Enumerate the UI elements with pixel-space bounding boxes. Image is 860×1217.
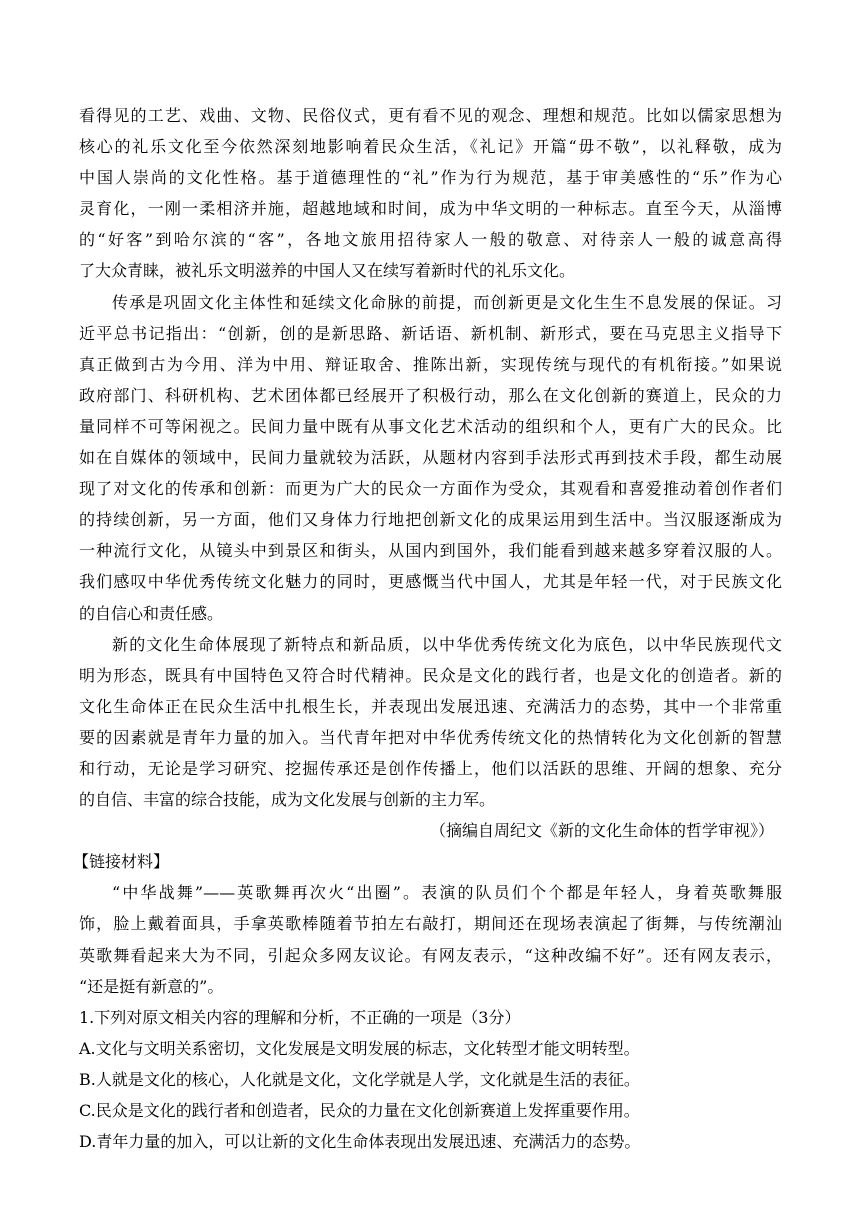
text-line: 中国人崇尚的文化性格。基于道德理性的“礼”作为行为规范，基于审美感性的“乐”作为心	[79, 168, 782, 188]
text-line: 近平总书记指出：“创新，创的是新思路、新话语、新机制、新形式，要在马克思主义指导下	[79, 323, 782, 343]
text-line: 文化生命体正在民众生活中扎根生长，并表现出发展迅速、充满活力的态势，其中一个非常重	[79, 696, 782, 716]
text-line: 核心的礼乐文化至今依然深刻地影响着民众生活，《礼记》开篇“毋不敬”，以礼释敬，成为	[79, 137, 782, 157]
text-line: 我们感叹中华优秀传统文化魅力的同时，更感慨当代中国人，尤其是年轻一代，对于民族文化	[79, 572, 782, 592]
text-line: 和行动，无论是学习研究、挖掘传承还是创作传播上，他们以活跃的思维、开阔的想象、充分	[79, 758, 782, 778]
document-page	[73, 100, 782, 1157]
text-line: 饰，脸上戴着面具，手拿英歌棒随着节拍左右敲打，期间还在现场表演起了街舞，与传统潮汕	[79, 914, 782, 934]
text-line: 了大众青睐，被礼乐文明滋养的中国人又在续写着新时代的礼乐文化。	[79, 261, 576, 281]
text-line: 的持续创新，另一方面，他们又身体力行地把创新文化的成果运用到生活中。当汉服逐渐成为	[79, 510, 782, 530]
text-line: 的自信、丰富的综合技能，成为文化发展与创新的主力军。	[79, 790, 496, 810]
text-line: 政府部门、科研机构、艺术团体都已经展开了积极行动，那么在文化创新的赛道上，民众的力	[79, 385, 782, 405]
text-line: 一种流行文化，从镜头中到景区和街头，从国内到国外，我们能看到越来越多穿着汉服的人。	[79, 541, 782, 561]
text-line: 要的因素就是青年力量的加入。当代青年把对中华优秀传统文化的热情转化为文化创新的智慧	[79, 727, 782, 747]
option-b: B.人就是文化的核心，人化就是文化，文化学就是人学，文化就是生活的表征。	[79, 1069, 640, 1089]
text-line: 真正做到古为今用、洋为中用、辩证取舍、推陈出新，实现传统与现代的有机衔接。”如果说	[79, 354, 782, 374]
text-line: 新的文化生命体展现了新特点和新品质，以中华优秀传统文化为底色，以中华民族现代文	[112, 634, 782, 654]
link-material-paragraph	[79, 877, 782, 1001]
text-line: 传承是巩固文化主体性和延续文化命脉的前提，而创新更是文化生生不息发展的保证。习	[112, 292, 782, 312]
paragraph-3	[79, 629, 782, 816]
text-line: “中华战舞”——英歌舞再次火“出圈”。表演的队员们个个都是年轻人，身着英歌舞服	[112, 883, 782, 903]
text-line: 如在自媒体的领域中，民间力量就较为活跃，从题材内容到手法形式再到技术手段，都生动展	[79, 448, 782, 468]
link-material-heading: 【链接材料】	[73, 852, 170, 872]
text-line: “还是挺有新意的”。	[79, 976, 224, 996]
text-line: 量同样不可等闲视之。民间力量中既有从事文化艺术活动的组织和个人，更有广大的民众。比	[79, 416, 782, 436]
text-line: 灵育化，一刚一柔相济并施，超越地域和时间，成为中华文明的一种标志。直至今天，从淄博	[79, 199, 782, 219]
text-line: 英歌舞看起来大为不同，引起众多网友议论。有网友表示，“这种改编不好”。还有网友表示，	[79, 945, 782, 965]
text-line: 明为形态，既具有中国特色又符合时代精神。民众是文化的践行者，也是文化的创造者。新的	[79, 665, 782, 685]
option-a: A.文化与文明关系密切，文化发展是文明发展的标志，文化转型才能文明转型。	[79, 1038, 640, 1058]
question-stem: 1.下列对原文相关内容的理解和分析，不正确的一项是（3分）	[79, 1007, 521, 1027]
option-d: D.青年力量的加入，可以让新的文化生命体表现出发展迅速、充满活力的态势。	[79, 1132, 641, 1152]
paragraph-1	[79, 100, 782, 287]
text-line: 的“好客”到哈尔滨的“客”，各地文旅用招待家人一般的敬意、对待亲人一般的诚意高得	[79, 230, 782, 250]
paragraph-2	[79, 287, 782, 629]
text-line: 的自信心和责任感。	[79, 603, 224, 623]
question-1	[79, 1002, 782, 1157]
option-c: C.民众是文化的践行者和创造者，民众的力量在文化创新赛道上发挥重要作用。	[79, 1101, 640, 1120]
article-source: （摘编自周纪文《新的文化生命体的哲学审视》）	[429, 821, 774, 841]
text-line: 现了对文化的传承和创新：而更为广大的民众一方面作为受众，其观看和喜爱推动着创作者们	[79, 479, 782, 499]
text-line: 看得见的工艺、戏曲、文物、民俗仪式，更有看不见的观念、理想和规范。比如以儒家思想为	[79, 106, 782, 125]
